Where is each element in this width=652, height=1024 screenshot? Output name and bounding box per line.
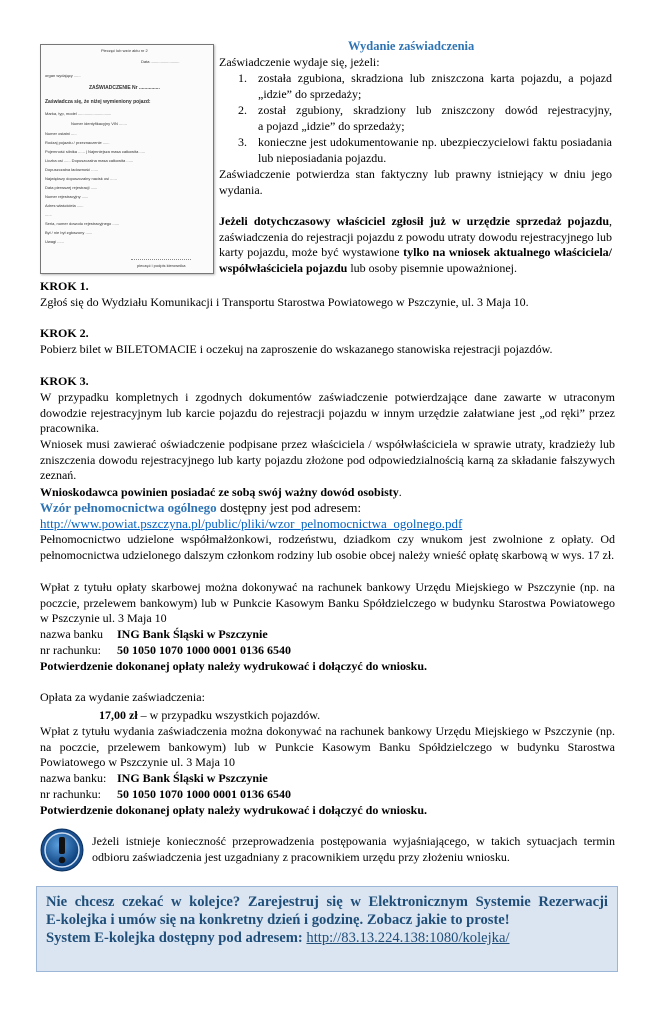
banner-url[interactable]: http://83.13.224.138:1080/kolejka/ [306,930,510,946]
oath-text: Wniosek musi zawierać oświadczenie podpisane przez właściciela / współwłaściciela w sprawie utraty, kradzieży lub zniszczenia dowodu rejestracyjnego lub karty pojazdu złożone pod odpowiedzialnością karną za składanie fałszywych zeznań. [40,437,615,483]
thumb-row: Marka, typ, model .............................. [45,111,112,116]
step-label: KROK 2. [40,326,89,340]
step-text: Pobierz bilet w BILETOMACIE i oczekuj na zaproszenie do wskazanego stanowiska rejestracji pojazdów. [40,342,553,356]
id-note-bold: Wnioskodawca powinien posiadać ze sobą swój ważny dowód osobisty [40,485,399,499]
thumb-row: Numer ostatni ..... [45,131,77,136]
payment1-bank-label: nazwa banku [40,627,103,641]
step-label: KROK 1. [40,279,89,293]
fee-line [99,708,320,724]
payment1-text: Wpłat z tytułu opłaty skarbowej można dokonywać na rachunek bankowy Urzędu Miejskiego w Pszczynie (np. na poczcie, przelewem bankowym) lub w Punkcie Kasowym Banku Spółdzielczego w budynku Starostwa Powiatowego w Pszczynie ul. 3 Maja 10 [40,580,615,626]
e-queue-banner [36,886,618,972]
banner-line3-text: System E-kolejka dostępny pod adresem: [46,930,307,946]
fee-amount: 17,00 zł [99,708,138,722]
thumb-row: Seria, numer dowodu rejestracyjnego ...... [45,221,120,226]
thumb-row: Numer rejestracyjny ...... [45,194,89,199]
thumb-row: Pojemność silnika ...... | Najmniejsza masa całkowita ..... [45,149,145,154]
thumb-row: ...... [45,212,52,217]
thumb-header: Pieczęć lub wzór aktu nr 2 [101,48,148,53]
list-number: 2. [238,103,247,117]
thumb-row: Rodzaj pojazdu / przeznaczenie ...... [45,140,110,145]
step-text: Zgłoś się do Wydziału Komunikacji i Transportu Starostwa Powiatowego w Pszczynie, ul. 3 Maja 10. [40,295,529,309]
thumb-row: Dopuszczalna ładowność ...... [45,167,98,172]
thumb-row: Był / nie był zgłoszony ...... [45,230,93,235]
thumb-doc-title: ZAŚWIADCZENIE Nr ............... [89,85,160,91]
thumb-row: Adres właściciela ...... [45,203,84,208]
thumb-row: Data pierwszej rejestracji ...... [45,185,98,190]
poa-label: Wzór pełnomocnictwa ogólnego [40,500,217,515]
thumb-office: organ wydający ...... [45,73,81,78]
payment1-acct: 50 1050 1070 1000 0001 0136 6540 [117,643,291,657]
id-note [40,485,402,501]
thumb-row: Numer identyfikacyjny VIN ....... [71,121,127,126]
list-item: został zgubiony, skradziony lub zniszczony dowód rejestracyjny, [258,103,612,117]
owner-note-bold2: tylko na wniosek aktualnego właściciela/ współwłaściciela pojazdu [219,245,612,275]
payment2-acct-label: nr rachunku: [40,787,101,801]
intro-text: Zaświadczenie wydaje się, jeżeli: [219,55,380,69]
step-label: KROK 3. [40,374,89,388]
payment2-bank-label: nazwa banku: [40,771,107,785]
thumb-row: Liczba osi ...... Dopuszczalna masa całkowita ...... [45,158,134,163]
poa-text: dostępny jest pod adresem: [216,500,362,515]
step-text: W przypadku kompletnych i zgodnych dokumentów zaświadczenie potwierdzające dane zawarte w utraconym dowodzie rejestracyjnym lub karcie pojazdu do rejestracji pojazdu w innym urzędzie załatwiane jest „od ręki” przez pracownika. [40,390,615,436]
owner-note [219,214,612,276]
banner-line3 [46,930,510,948]
thumb-row: Największy dopuszczalny nacisk osi ...... [45,176,117,181]
payment2-bank: ING Bank Śląski w Pszczynie [117,771,268,785]
payment1-acct-label: nr rachunku: [40,643,101,657]
list-item-cont: a pojazd „idzie” do sprzedaży; [258,119,405,133]
payment2-text: Wpłat z tytułu wydania zaświadczenia można dokonywać na rachunek bankowy Urzędu Miejskiego w Pszczynie (np. na poczcie, przelewem bankowym) lub w Punkcie Kasowym Banku Spółdzielczego w budynku Starostwa Powiatowego w Pszczynie ul. 3 Maja 10 [40,724,615,770]
fee-desc: – w przypadku wszystkich pojazdów. [137,708,321,722]
certificate-form-thumbnail [40,44,214,274]
poa-url[interactable]: http://www.powiat.pszczyna.pl/public/pliki/wzor_pelnomocnictwa_ogolnego.pdf [40,516,463,531]
list-item-cont: lub nieposiadania pojazdu. [258,151,387,165]
poa-exempt: Pełnomocnictwo udzielone współmałżonkowi, rodzeństwu, dziadkom czy wnukom jest zwolnione z opłaty. Od pełnomocnictwa udzielonego dalszym członkom rodziny lub osobie obcej należy wnieść opłatę skarbową w wys. 17 zł. [40,532,615,562]
owner-note-mid: , zaświadczenia do rejestracji pojazdu z powodu utraty dowodu rejestracyjnego lub karty pojazdu, może być wystawione [219,214,612,260]
section-title: Wydanie zaświadczenia [348,39,475,53]
list-number: 1. [238,71,247,85]
payment1-bank: ING Bank Śląski w Pszczynie [117,627,268,641]
banner-line2: E-kolejka i umów się na konkretny dzień i godzinę. Zobacz jakie to proste! [46,912,510,928]
thumb-subject: Zaświadcza się, że niżej wymieniony pojazd: [45,99,151,105]
info-exclamation-icon [40,828,84,872]
list-number: 3. [238,135,247,149]
list-item-cont: „idzie” do sprzedaży; [258,87,362,101]
owner-note-end: lub osoby pisemnie upoważnionej. [347,260,517,275]
thumb-row: Uwagi ...... [45,239,64,244]
info-text: Jeżeli istnieje konieczność przeprowadzenia postępowania wyjaśniającego, w takich sytuacjach termin odbioru zaświadczenia jest uzgadniany z pracownikiem urzędu przy złożeniu wniosku. [92,834,615,864]
poa-link[interactable] [40,516,462,532]
poa-line [40,500,361,516]
id-note-dot: . [398,485,402,499]
owner-note-bold: Jeżeli dotychczasowy właściciel zgłosił już w urzędzie sprzedaż pojazdu [219,214,609,228]
list-item: konieczne jest udokumentowanie np. ubezpieczycielowi faktu posiadania [258,135,612,149]
banner-line1: Nie chcesz czekać w kolejce? Zarejestruj się w Elektronicznym Systemie Rezerwacji [46,894,608,910]
payment2-acct: 50 1050 1070 1000 0001 0136 6540 [117,787,291,801]
payment2-confirm: Potwierdzenie dokonanej opłaty należy wydrukować i dołączyć do wniosku. [40,803,428,817]
list-item: została zgubiona, skradziona lub zniszczona karta pojazdu, a pojazd [258,71,612,85]
thumb-date: Data .......................... [141,59,180,64]
thumb-signature: pieczęć i podpis kierownika [137,263,186,268]
fee-label: Opłata za wydanie zaświadczenia: [40,690,205,704]
payment1-confirm: Potwierdzenie dokonanej opłaty należy wydrukować i dołączyć do wniosku. [40,659,428,673]
confirm-text: Zaświadczenie potwierdza stan faktyczny lub prawny istniejący w dniu jego wydania. [219,167,612,197]
